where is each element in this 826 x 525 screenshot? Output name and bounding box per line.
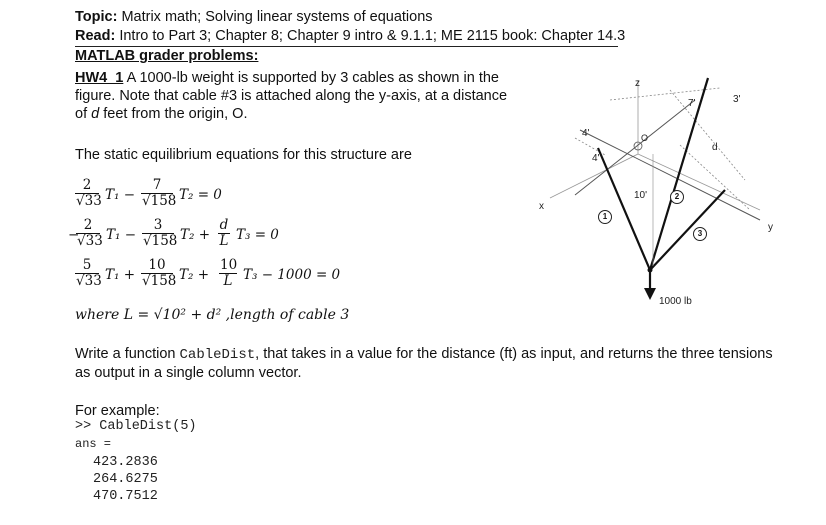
cable-1: [598, 148, 650, 270]
intro-text-1: A 1000-lb weight is supported by 3 cables as shown in the: [123, 70, 499, 86]
eq2-lead-sign: −: [68, 227, 80, 243]
eq2-f1-numerator: 2: [83, 217, 93, 233]
problem-intro-line-2: figure. Note that cable #3 is attached along the y-axis, at a distance: [75, 88, 508, 104]
dim-label-10: 10': [634, 190, 648, 201]
eq2-f1-denominator: √33: [77, 233, 103, 249]
y-label: y: [768, 222, 773, 233]
origin-label: O: [641, 133, 649, 143]
eq2-rest: T₃ = 0: [236, 227, 279, 243]
eq2-f3-denominator: L: [219, 233, 229, 249]
example-label: For example:: [75, 403, 160, 419]
ans-value: 423.2836: [93, 455, 158, 470]
dim-label-4a: 4': [582, 128, 590, 139]
eq3-fraction-3: [219, 258, 237, 289]
eq3-term-2: T₂ +: [179, 267, 210, 283]
eq2-fraction-3: [218, 218, 230, 249]
eq2-f3-numerator: d: [219, 217, 229, 233]
cable-2-marker: 2: [670, 190, 684, 204]
eq2-f2-numerator: 3: [153, 217, 163, 233]
ans-value: 264.6275: [93, 472, 158, 487]
task-line-2: as output in a single column vector.: [75, 365, 302, 381]
topic-line: [75, 8, 433, 26]
dim-label-3: 3': [733, 94, 741, 105]
problem-intro: [75, 69, 515, 123]
eq3-f1-numerator: 5: [82, 257, 92, 273]
eq3-f2-numerator: 10: [148, 257, 166, 273]
cable-2: [650, 78, 708, 270]
task-description: [75, 345, 795, 382]
eq3-rest: T₃ − 1000 = 0: [243, 267, 341, 283]
eq3-f1-denominator: √33: [76, 273, 102, 289]
x-label: x: [539, 201, 544, 212]
dim-label-7: 7': [688, 98, 696, 109]
section-title: MATLAB grader problems:: [75, 48, 259, 64]
eq3-fraction-2: [141, 257, 177, 289]
eq3-f3-numerator: 10: [220, 257, 238, 273]
cable-1-marker: 1: [598, 210, 612, 224]
weight-label: 1000 lb: [659, 296, 692, 307]
eq3-term-1: T₁ +: [105, 267, 136, 283]
intro-text-3a: of: [75, 106, 92, 122]
eq1-f2-numerator: 7: [152, 177, 162, 193]
problem-intro-line-1: [75, 69, 515, 87]
intro-variable-d: d: [91, 106, 100, 122]
attachment-point: [648, 268, 653, 273]
problem-id: HW4_1: [75, 70, 124, 86]
equation-2: [68, 218, 388, 256]
where-clause: where L = √10² + d² ,length of cable 3: [75, 307, 350, 323]
eq2-term-2: T₂ +: [180, 227, 211, 243]
eq2-fraction-2: [142, 217, 178, 249]
read-label: Read:: [75, 28, 116, 44]
intro-text-3c: feet from the origin, O.: [99, 106, 248, 122]
task-text-1a: Write a function: [75, 346, 180, 362]
example-call: >> CableDist(5): [75, 419, 197, 434]
cable-3-marker: 3: [693, 227, 707, 241]
task-text-1b: , that takes in a value for the distance (ft) as input, and returns the three tensions: [255, 346, 773, 362]
weight-arrow-head: [644, 288, 656, 300]
ans-label: ans =: [75, 437, 112, 451]
eq1-f1-denominator: √33: [76, 193, 102, 209]
eq2-fraction-1: [76, 217, 103, 249]
task-line-1: [75, 345, 795, 364]
eq1-fraction-1: [75, 177, 102, 209]
eq1-rest: T₂ = 0: [179, 187, 222, 203]
read-line: [75, 27, 625, 45]
z-label: z: [635, 78, 640, 89]
eq2-f2-denominator: √158: [143, 233, 178, 249]
ans-values: [93, 454, 158, 505]
topic-text: Matrix math; Solving linear systems of equations: [117, 9, 433, 25]
eq3-f3-denominator: L: [219, 273, 237, 289]
topic-label: Topic:: [75, 9, 118, 25]
eq1-f2-denominator: √158: [142, 193, 177, 209]
eq1-fraction-2: [141, 177, 177, 209]
eq3-f2-denominator: √158: [142, 273, 177, 289]
read-text: Intro to Part 3; Chapter 8; Chapter 9 intro & 9.1.1; ME 2115 book: Chapter 14.3: [115, 28, 626, 44]
eq1-term-1: T₁ −: [105, 187, 136, 203]
equations-intro: The static equilibrium equations for this structure are: [75, 147, 412, 163]
task-function-name: CableDist: [179, 347, 256, 363]
equation-1: [75, 178, 375, 216]
eq1-f1-numerator: 2: [82, 177, 92, 193]
dim-label-4b: 4': [592, 153, 600, 164]
d-label: d: [712, 142, 718, 153]
ans-value: 470.7512: [93, 489, 158, 504]
eq3-fraction-1: [75, 257, 102, 289]
equation-3: [75, 258, 395, 296]
problem-intro-line-3: [75, 105, 515, 123]
eq2-term-1: T₁ −: [106, 227, 137, 243]
cable-figure: [520, 70, 790, 330]
